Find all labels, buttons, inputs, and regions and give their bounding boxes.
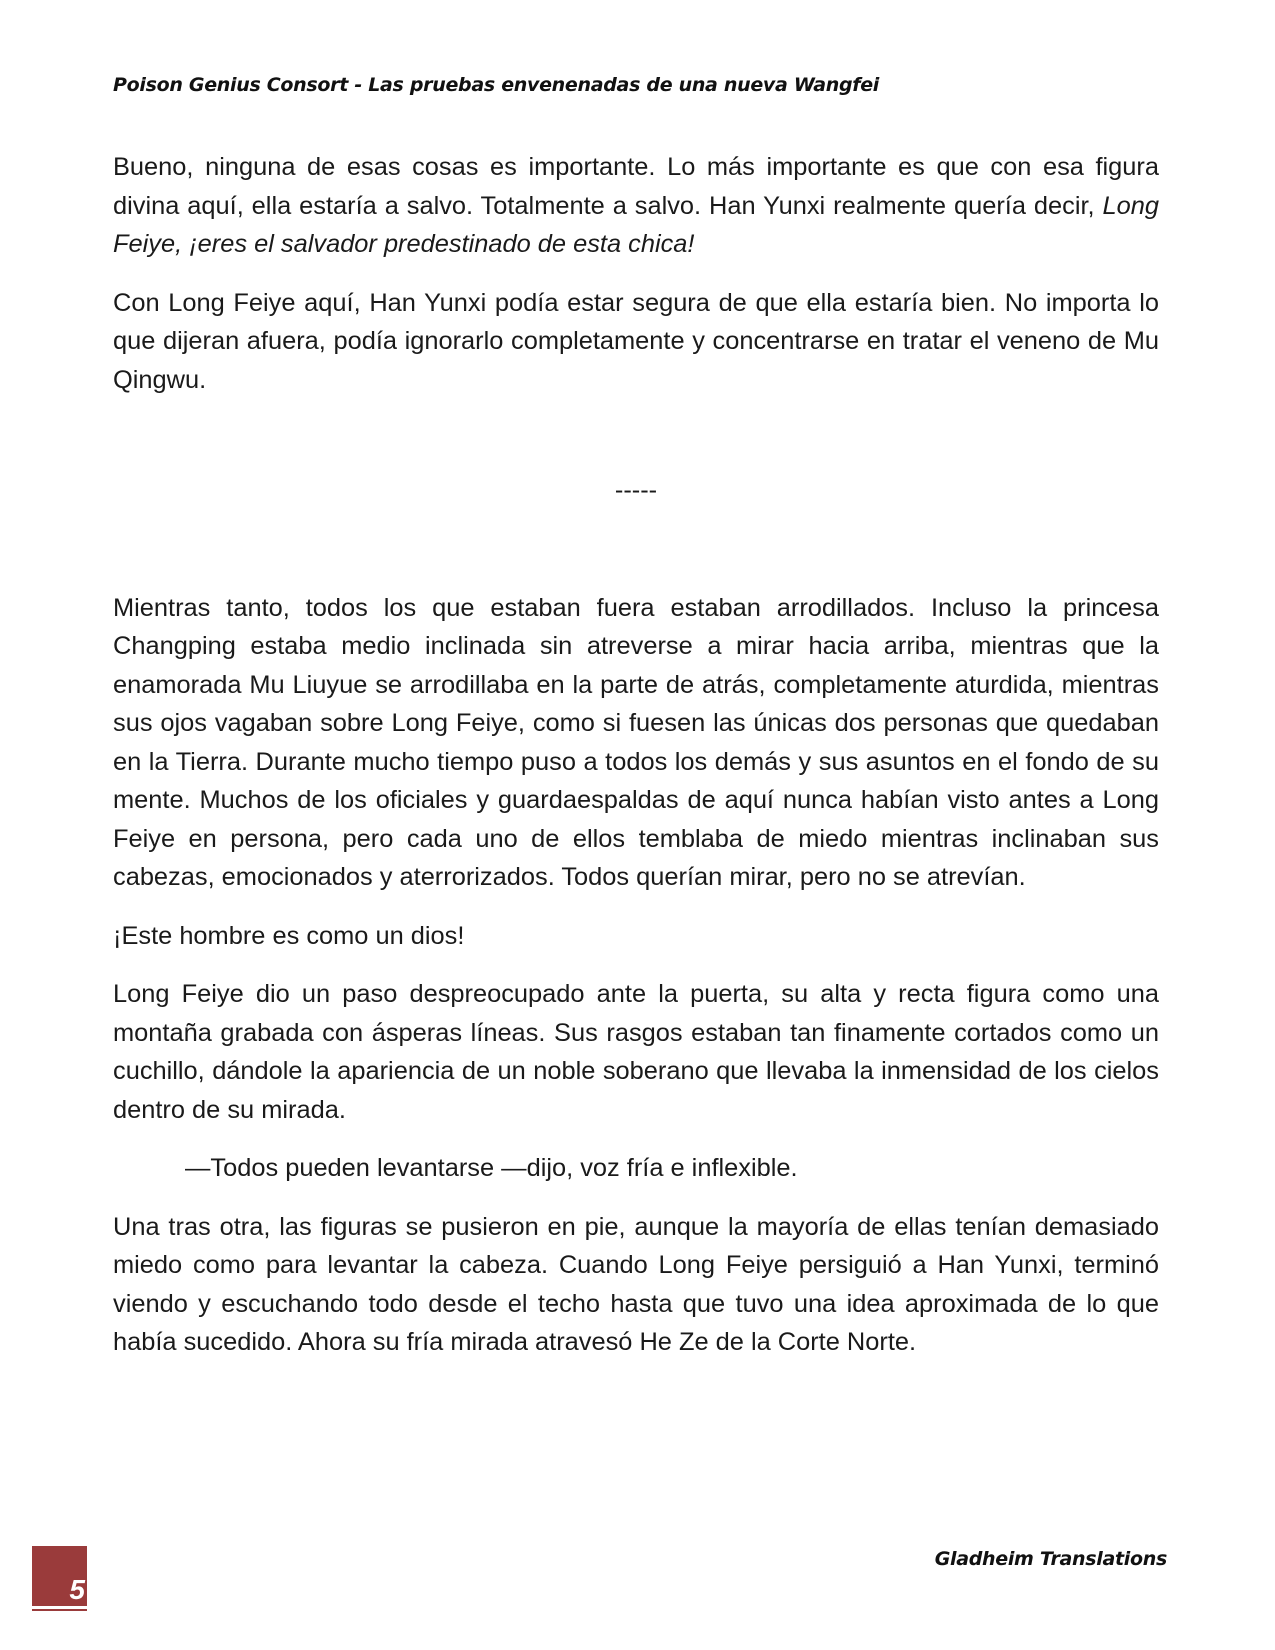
- paragraph-7: Una tras otra, las figuras se pusieron en pie, aunque la mayoría de ellas tenían demasiado miedo como para levantar la cabeza. Cuando Long Feiye persiguió a Han Yunxi, terminó viendo y escuchando todo desde el techo hasta que tuvo una idea aproximada de lo que había sucedido. Ahora su fría mirada atravesó He Ze de la Corte Norte.: [113, 1212, 1159, 1356]
- page-number: 5: [69, 1574, 85, 1605]
- document-body: [113, 148, 1159, 1382]
- page-number-underline: [32, 1609, 87, 1611]
- paragraph-2: Con Long Feiye aquí, Han Yunxi podía estar segura de que ella estaría bien. No importa lo que dijeran afuera, podía ignorarlo completamente y concentrarse en tratar el veneno de Mu Qingwu.: [113, 288, 1159, 394]
- paragraph-3: Mientras tanto, todos los que estaban fuera estaban arrodillados. Incluso la princesa Changping estaba medio inclinada sin atreverse a mirar hacia arriba, mientras que la enamorada Mu Liuyue se arrodillaba en la parte de atrás, completamente aturdida, mientras sus ojos vagaban sobre Long Feiye, como si fuesen las únicas dos personas que quedaban en la Tierra. Durante mucho tiempo puso a todos los demás y sus asuntos en el fondo de su mente. Muchos de los oficiales y guardaespaldas de aquí nunca habían visto antes a Long Feiye en persona, pero cada uno de ellos temblaba de miedo mientras inclinaban sus cabezas, emocionados y aterrorizados. Todos querían mirar, pero no se atrevían.: [113, 593, 1159, 891]
- paragraph-4: ¡Este hombre es como un dios!: [113, 921, 465, 950]
- section-separator: -----: [614, 476, 658, 504]
- footer-credit: Gladheim Translations: [934, 1548, 1167, 1570]
- running-header: Poison Genius Consort - Las pruebas envenenadas de una nueva Wangfei: [113, 74, 880, 96]
- paragraph-5: Long Feiye dio un paso despreocupado ante la puerta, su alta y recta figura como una montaña grabada con ásperas líneas. Sus rasgos estaban tan finamente cortados como un cuchillo, dándole la apariencia de un noble soberano que llevaba la inmensidad de los cielos dentro de su mirada.: [113, 980, 1159, 1124]
- paragraph-1-italic: Long Feiye, ¡eres el salvador predestinado de esta chica!: [113, 191, 1159, 258]
- paragraph-6-dialogue: —Todos pueden levantarse —dijo, voz fría e inflexible.: [185, 1154, 798, 1182]
- paragraph-1-text: Bueno, ninguna de esas cosas es importante. Lo más importante es que con esa figura divina aquí, ella estaría a salvo. Totalmente a salvo. Han Yunxi realmente quería decir,: [113, 153, 1159, 220]
- page-number-box: [32, 1546, 87, 1606]
- paragraph-1: [113, 148, 1159, 264]
